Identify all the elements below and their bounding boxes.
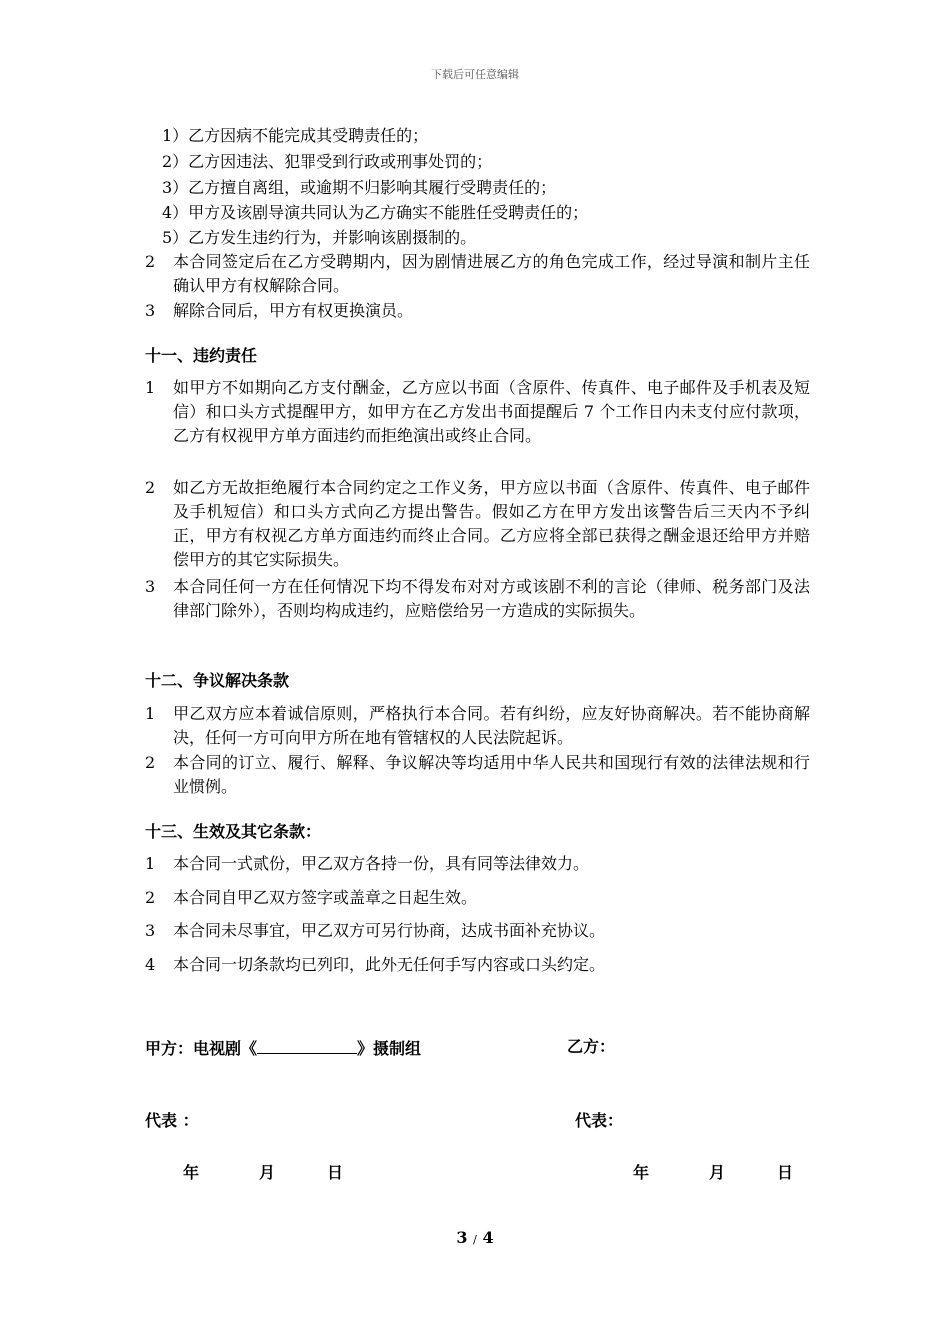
clause-text: 本合同签定后在乙方受聘期内，因为剧情进展乙方的角色完成工作，经过导演和制片主任确认甲方有权解除合同。 — [173, 252, 810, 295]
clause-number: 3 — [145, 301, 156, 320]
year-label: 年 — [633, 1163, 650, 1182]
party-b-representative: 代表： — [575, 1111, 624, 1130]
party-b-signature: 乙方： — [567, 1037, 616, 1056]
sub-item-5: 5）乙方发生违约行为，并影响该剧摄制的。 — [162, 228, 477, 247]
sub-item-1: 1）乙方因病不能完成其受聘责任的； — [162, 126, 429, 145]
clause-text: 如乙方无故拒绝履行本合同约定之工作义务，甲方应以书面（含原件、传真件、电子邮件及手机短信）和口头方式向乙方提出警告。假如乙方在甲方发出该警告后三天内不予纠正，甲方有权视乙方单方面违约而终止合同。乙方应将全部已获得之酬金退还给甲方并赔偿甲方的其它实际损失。 — [173, 478, 810, 569]
clause-item — [145, 919, 810, 943]
clause-item — [145, 299, 810, 323]
clause-item — [145, 751, 810, 799]
clause-text: 本合同任何一方在任何情况下均不得发布对对方或该剧不利的言论（律师、税务部门及法律部门除外），否则均构成违约，应赔偿给另一方造成的实际损失。 — [173, 577, 810, 620]
month-label: 月 — [709, 1163, 726, 1182]
clause-text: 如甲方不如期向乙方支付酬金，乙方应以书面（含原件、传真件、电子邮件及手机表及短信）和口头方式提醒甲方，如甲方在乙方发出书面提醒后 7 个工作日内未支付应付款项，乙方有权视甲方单方面违约而拒绝演出或终止合同。 — [173, 378, 810, 445]
month-label: 月 — [259, 1163, 276, 1182]
clause-item — [145, 953, 810, 977]
clause-item — [145, 575, 810, 623]
clause-text: 本合同一切条款均已列印，此外无任何手写内容或口头约定。 — [173, 955, 606, 974]
clause-item — [145, 886, 810, 910]
clause-text: 甲乙双方应本着诚信原则，严格执行本合同。若有纠纷，应友好协商解决。若不能协商解决，任何一方可向甲方所在地有管辖权的人民法院起诉。 — [173, 704, 810, 747]
sub-item-3: 3）乙方擅自离组，或逾期不归影响其履行受聘责任的； — [162, 178, 557, 197]
clause-item — [145, 476, 810, 572]
clause-text: 本合同的订立、履行、解释、争议解决等均适用中华人民共和国现行有效的法律法规和行业惯例。 — [173, 753, 810, 796]
clause-number: 2 — [145, 478, 156, 497]
page-total: 4 — [482, 1228, 494, 1247]
clause-number: 1 — [145, 704, 156, 723]
clause-text: 本合同自甲乙双方签字或盖章之日起生效。 — [173, 888, 478, 907]
clause-item — [145, 376, 810, 448]
clause-text: 本合同一式贰份，甲乙双方各持一份，具有同等法律效力。 — [173, 854, 590, 873]
party-a-representative: 代表 ： — [145, 1111, 199, 1130]
clause-number: 2 — [145, 252, 156, 271]
clause-number: 2 — [145, 753, 156, 772]
day-label: 日 — [327, 1163, 344, 1182]
sub-item-4: 4）甲方及该剧导演共同认为乙方确实不能胜任受聘责任的； — [162, 203, 589, 222]
clause-item — [145, 852, 810, 876]
clause-number: 3 — [145, 577, 156, 596]
page-number — [0, 1228, 950, 1247]
party-a-prefix: 甲方：电视剧《 — [145, 1039, 258, 1058]
sub-item-2: 2）乙方因违法、犯罪受到行政或刑事处罚的； — [162, 152, 493, 171]
party-a-suffix: 》摄制组 — [357, 1039, 422, 1058]
drama-name-blank — [257, 1035, 357, 1054]
clause-text: 本合同未尽事宜，甲乙双方可另行协商，达成书面补充协议。 — [173, 921, 606, 940]
header-note: 下载后可任意编辑 — [431, 68, 519, 81]
clause-number: 1 — [145, 378, 156, 397]
section-title-11: 十一、违约责任 — [145, 346, 258, 365]
clause-number: 2 — [145, 888, 156, 907]
clause-number: 3 — [145, 921, 156, 940]
party-a-signature — [145, 1035, 421, 1061]
clause-number: 4 — [145, 955, 156, 974]
clause-text: 解除合同后，甲方有权更换演员。 — [173, 301, 414, 320]
clause-item — [145, 702, 810, 750]
year-label: 年 — [183, 1163, 200, 1182]
clause-item — [145, 250, 810, 298]
page-separator: / — [473, 1233, 477, 1246]
clause-number: 1 — [145, 854, 156, 873]
page-current: 3 — [456, 1228, 468, 1247]
section-title-13: 十三、生效及其它条款： — [145, 822, 322, 841]
section-title-12: 十二、争议解决条款 — [145, 671, 290, 690]
day-label: 日 — [777, 1163, 794, 1182]
